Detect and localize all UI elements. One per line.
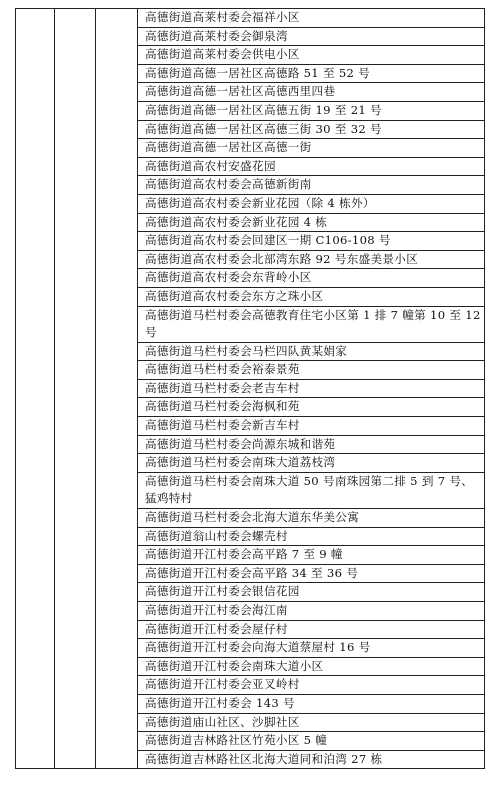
address-text: 高德街道高莱村委会福祥小区 bbox=[145, 10, 300, 24]
address-cell bbox=[138, 602, 485, 621]
address-text: 高德街道高农村安盛花园 bbox=[145, 158, 276, 173]
address-cell bbox=[138, 157, 485, 176]
address-text: 高德街道高德一居社区高德三街 30 至 32 号 bbox=[145, 121, 382, 136]
address-cell bbox=[138, 417, 485, 436]
address-text: 高德街道高农村委会高德新街南 bbox=[145, 177, 312, 192]
address-cell bbox=[138, 64, 485, 83]
address-text: 高德街道高农村委会新业花园（除 4 栋外） bbox=[145, 195, 375, 210]
address-cell bbox=[138, 46, 485, 65]
address-cell bbox=[138, 398, 485, 417]
address-cell bbox=[138, 194, 485, 213]
address-cell bbox=[138, 546, 485, 565]
address-text: 高德街道开江村委会银信花园 bbox=[145, 584, 300, 599]
address-text: 高德街道庙山社区、沙脚社区 bbox=[145, 714, 300, 729]
address-text: 高德街道开江村委会 143 号 bbox=[145, 695, 295, 710]
address-text: 高德街道马栏村委会北海大道东华美公寓 bbox=[145, 510, 360, 525]
address-cell bbox=[138, 83, 485, 102]
address-cell bbox=[138, 732, 485, 751]
address-cell bbox=[138, 306, 485, 342]
address-text: 高德街道高农村委会东方之珠小区 bbox=[145, 288, 324, 303]
address-text: 高德街道开江村委会高平路 7 至 9 幢 bbox=[145, 547, 343, 562]
address-cell bbox=[138, 269, 485, 288]
address-cell bbox=[138, 287, 485, 306]
address-text: 高德街道马栏村委会裕泰景苑 bbox=[145, 362, 300, 377]
address-cell bbox=[138, 639, 485, 658]
address-cell bbox=[138, 379, 485, 398]
address-cell bbox=[138, 713, 485, 732]
address-text: 高德街道高德一居社区高德西里四巷 bbox=[145, 84, 336, 99]
address-cell bbox=[138, 676, 485, 695]
address-text: 高德街道高莱村委会御泉湾 bbox=[145, 28, 288, 43]
address-cell bbox=[138, 139, 485, 158]
address-cell bbox=[138, 9, 485, 28]
address-text: 高德街道高农村委会新业花园 4 栋 bbox=[145, 214, 328, 229]
address-text: 高德街道马栏村委会尚源东城和谐苑 bbox=[145, 436, 336, 451]
address-text: 高德街道高莱村委会供电小区 bbox=[145, 47, 300, 62]
address-text: 高德街道马栏村委会海枫和苑 bbox=[145, 399, 300, 414]
address-text: 高德街道马栏村委会南珠大道荔枝湾 bbox=[145, 455, 336, 470]
address-text: 高德街道高德一居社区高德路 51 至 52 号 bbox=[145, 65, 371, 80]
address-cell bbox=[138, 564, 485, 583]
merged-column-cell-2 bbox=[55, 9, 96, 769]
address-text: 高德街道吉林路社区北海大道同和泊湾 27 栋 bbox=[145, 751, 383, 766]
address-text: 高德街道吉林路社区竹苑小区 5 幢 bbox=[145, 733, 328, 748]
merged-column-cell-1 bbox=[16, 9, 55, 769]
address-text: 高德街道马栏村委会高德教育住宅小区第 1 排 7 幢第 10 至 12 号 bbox=[145, 307, 481, 340]
address-cell bbox=[138, 583, 485, 602]
address-text: 高德街道开江村委会南珠大道小区 bbox=[145, 658, 324, 673]
address-cell bbox=[138, 342, 485, 361]
address-cell bbox=[138, 101, 485, 120]
address-text: 高德街道高农村委会北部湾东路 92 号东盛美景小区 bbox=[145, 251, 419, 266]
address-text: 高德街道马栏村委会老吉车村 bbox=[145, 380, 300, 395]
address-cell bbox=[138, 454, 485, 473]
address-cell bbox=[138, 435, 485, 454]
address-text: 高德街道开江村委会高平路 34 至 36 号 bbox=[145, 565, 359, 580]
address-cell bbox=[138, 509, 485, 528]
address-cell bbox=[138, 694, 485, 713]
address-cell bbox=[138, 232, 485, 251]
address-table bbox=[15, 8, 485, 769]
address-cell bbox=[138, 527, 485, 546]
address-cell bbox=[138, 176, 485, 195]
address-text: 高德街道开江村委会亚叉岭村 bbox=[145, 677, 300, 692]
address-text: 高德街道高德一居社区高德一街 bbox=[145, 140, 312, 155]
address-table-body bbox=[16, 9, 485, 769]
address-text: 高德街道开江村委会向海大道蔡屋村 16 号 bbox=[145, 640, 371, 655]
address-text: 高德街道高农村委会回建区一期 C106-108 号 bbox=[145, 233, 391, 248]
address-text: 高德街道马栏村委会南珠大道 50 号南珠园第二排 5 到 7 号、猛鸡特村 bbox=[145, 473, 474, 506]
address-text: 高德街道高德一居社区高德五街 19 至 21 号 bbox=[145, 102, 382, 117]
address-text: 高德街道开江村委会海江南 bbox=[145, 603, 288, 617]
address-text: 高德街道高农村委会东背岭小区 bbox=[145, 270, 312, 285]
address-cell bbox=[138, 750, 485, 769]
address-text: 高德街道翁山村委会螺壳村 bbox=[145, 528, 288, 543]
address-cell bbox=[138, 213, 485, 232]
address-cell bbox=[138, 27, 485, 46]
address-text: 高德街道马栏村委会新吉车村 bbox=[145, 418, 300, 433]
address-cell bbox=[138, 472, 485, 508]
address-cell bbox=[138, 657, 485, 676]
address-cell bbox=[138, 250, 485, 269]
address-text: 高德街道马栏村委会马栏四队黄某娟家 bbox=[145, 343, 348, 358]
address-cell bbox=[138, 361, 485, 380]
merged-column-cell-3 bbox=[96, 9, 138, 769]
address-cell bbox=[138, 620, 485, 639]
table-row bbox=[16, 9, 485, 28]
address-text: 高德街道开江村委会屋仔村 bbox=[145, 621, 288, 636]
address-cell bbox=[138, 120, 485, 139]
